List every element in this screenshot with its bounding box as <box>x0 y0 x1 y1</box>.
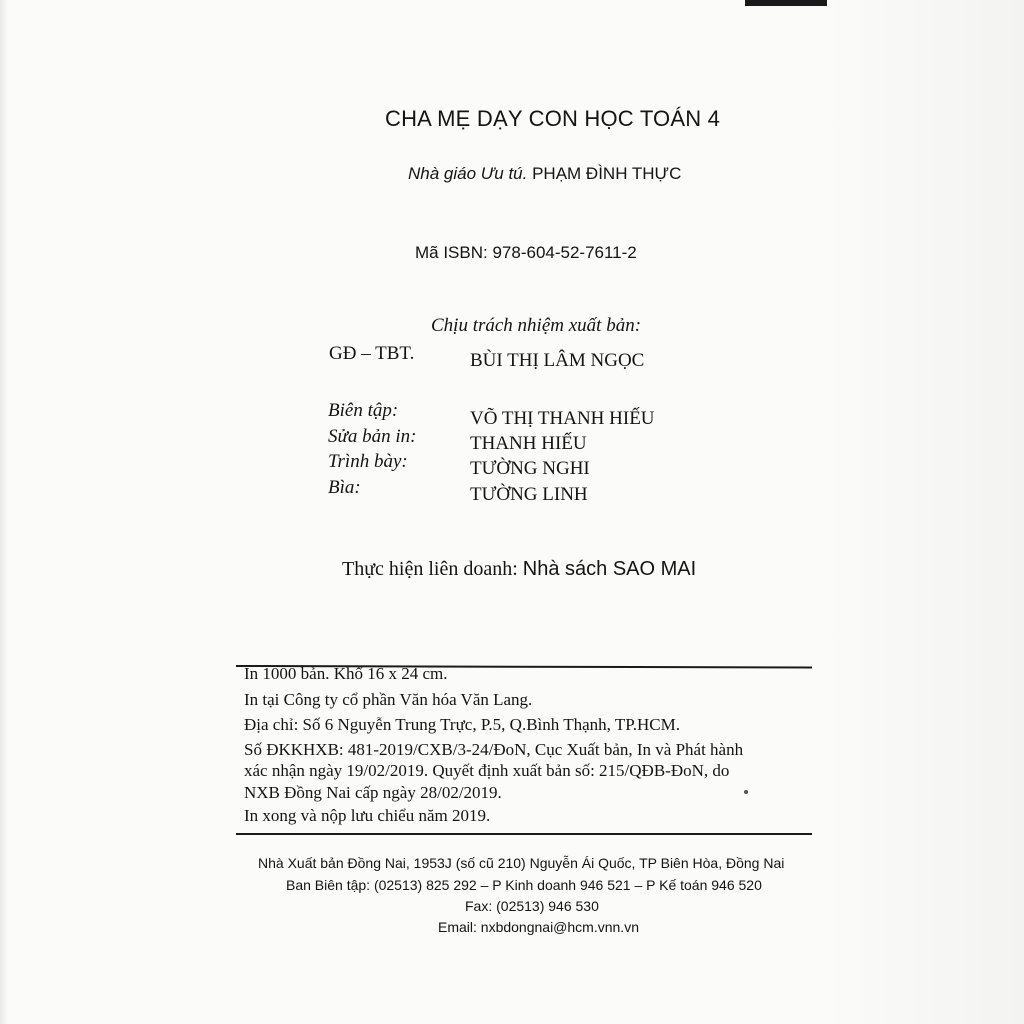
page-shadow-right <box>824 0 1024 1024</box>
isbn: Mã ISBN: 978-604-52-7611-2 <box>415 243 637 262</box>
page-shadow-left <box>0 0 8 1024</box>
credit-name-editor: VÕ THỊ THANH HIẾU <box>470 408 655 429</box>
author-line <box>408 164 681 184</box>
credit-role-layout: Trình bày: <box>328 451 408 472</box>
credit-name-proofreader: THANH HIẾU <box>470 433 587 454</box>
responsibility-heading: Chịu trách nhiệm xuất bản: <box>431 315 642 336</box>
deposit-line: In xong và nộp lưu chiểu năm 2019. <box>244 806 491 825</box>
credit-role-cover: Bìa: <box>328 477 361 498</box>
author-name: PHẠM ĐÌNH THỰC <box>532 164 682 183</box>
ink-speck <box>744 790 748 794</box>
registration-line-3: NXB Đồng Nai cấp ngày 28/02/2019. <box>244 783 502 802</box>
publisher-email: Email: nxbdongnai@hcm.vnn.vn <box>438 919 639 935</box>
author-prefix: Nhà giáo Ưu tú. <box>408 164 528 183</box>
partner-label: Thực hiện liên doanh: <box>342 558 518 580</box>
top-edge-mark <box>745 0 827 6</box>
printer-line: In tại Công ty cổ phần Văn hóa Văn Lang. <box>244 690 533 709</box>
address-line: Địa chỉ: Số 6 Nguyễn Trung Trực, P.5, Q.Bình Thạnh, TP.HCM. <box>244 715 681 734</box>
publisher-phones: Ban Biên tập: (02513) 825 292 – P Kinh doanh 946 521 – P Kế toán 946 520 <box>286 877 762 893</box>
registration-line-2: xác nhận ngày 19/02/2019. Quyết định xuất bản số: 215/QĐB-ĐoN, do <box>244 761 730 780</box>
responsibility-role: GĐ – TBT. <box>329 343 415 364</box>
credit-role-proofreader: Sửa bản in: <box>328 426 417 447</box>
partner-line <box>342 558 696 581</box>
publisher-fax: Fax: (02513) 946 530 <box>465 898 599 914</box>
book-title: CHA MẸ DẠY CON HỌC TOÁN 4 <box>385 106 721 131</box>
partner-name: Nhà sách SAO MAI <box>522 558 697 580</box>
registration-line-1: Số ĐKKHXB: 481-2019/CXB/3-24/ĐoN, Cục Xuất bản, In và Phát hành <box>244 740 744 759</box>
divider-bottom <box>236 833 812 835</box>
credit-role-editor: Biên tập: <box>328 400 399 421</box>
publisher-address: Nhà Xuất bản Đồng Nai, 1953J (số cũ 210) Nguyễn Ái Quốc, TP Biên Hòa, Đồng Nai <box>258 855 785 871</box>
credit-name-cover: TƯỜNG LINH <box>470 484 588 505</box>
credit-name-layout: TƯỜNG NGHI <box>470 458 590 479</box>
print-run-line: In 1000 bản. Khổ 16 x 24 cm. <box>244 664 448 683</box>
responsibility-name: BÙI THỊ LÂM NGỌC <box>470 350 645 371</box>
